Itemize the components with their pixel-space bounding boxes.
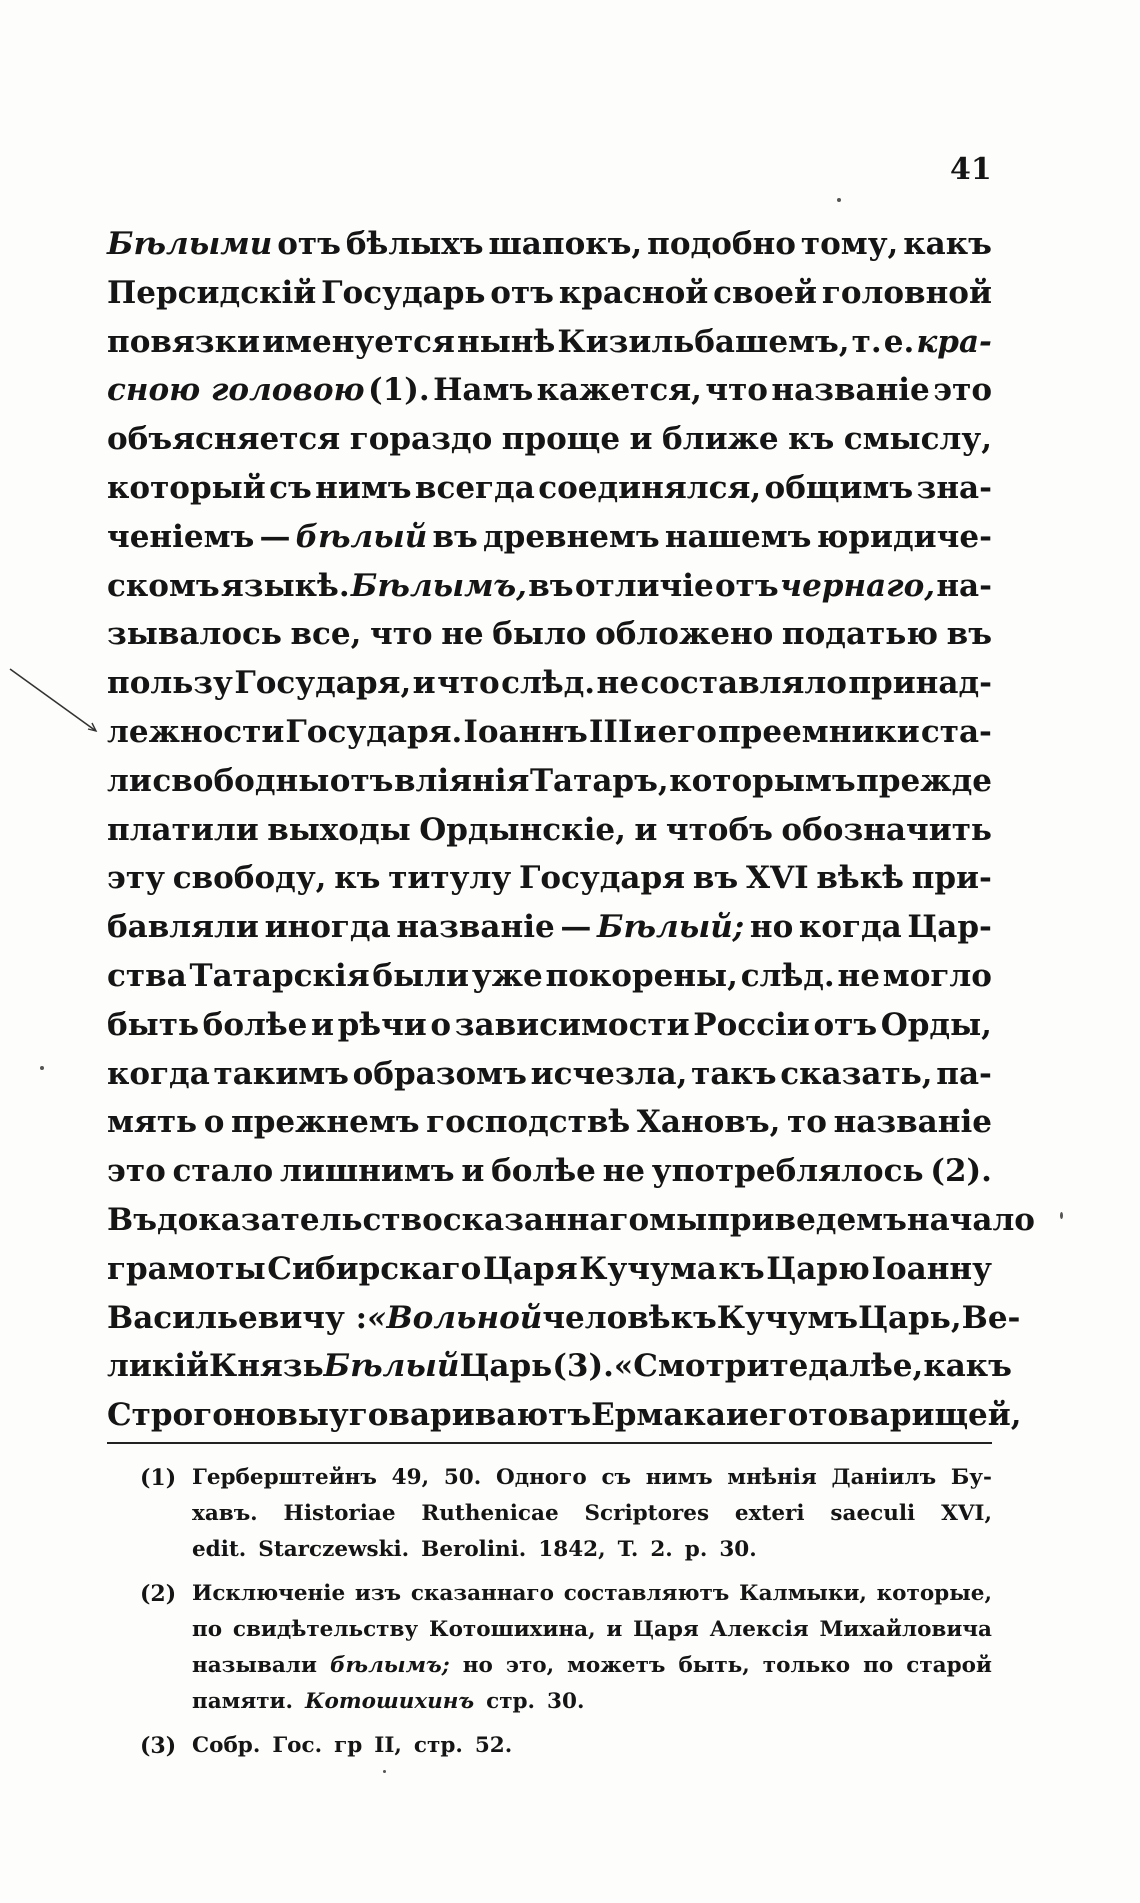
word: юридиче- <box>816 518 992 555</box>
word: Котошихинъ <box>304 1689 475 1714</box>
word: 1842, <box>538 1537 606 1562</box>
word: Цар- <box>907 909 992 946</box>
word: «Вольной <box>367 1299 543 1336</box>
text-line <box>107 1050 992 1099</box>
word: который <box>107 469 266 506</box>
word: зывалось <box>107 616 282 653</box>
word: лишнимъ <box>280 1153 455 1190</box>
word: гораздо <box>349 421 493 458</box>
word: стр. <box>486 1689 536 1714</box>
word: Historiae <box>283 1501 396 1526</box>
word: рѣчи <box>337 1006 427 1043</box>
word: въ <box>432 518 478 555</box>
word: Іоаннъ <box>463 713 588 750</box>
footnote-line <box>192 1612 992 1648</box>
word: Строгоновы <box>107 1397 329 1434</box>
text-line <box>107 806 992 855</box>
word: (2). <box>930 1153 992 1190</box>
word: Хановъ, <box>636 1104 781 1141</box>
word: е. <box>883 323 915 360</box>
word: изъ <box>354 1581 402 1606</box>
word: сказать, <box>780 1055 933 1092</box>
text-line <box>107 513 992 562</box>
word: Въ <box>107 1201 157 1238</box>
footnote-marker: (2) <box>140 1581 177 1607</box>
footnote <box>140 1576 992 1720</box>
word: T. <box>617 1537 639 1562</box>
text-line <box>107 464 992 513</box>
text-line <box>107 1342 1012 1391</box>
word: отъ <box>329 762 394 799</box>
word: могло <box>882 957 992 994</box>
footnote-body <box>192 1460 992 1568</box>
word: при- <box>911 860 992 897</box>
text-line <box>107 220 992 269</box>
paper-speck <box>40 1066 44 1070</box>
word: не <box>602 1153 646 1190</box>
word: Сибирскаго <box>267 1250 482 1287</box>
word: зависимости <box>454 1006 690 1043</box>
word: называли <box>192 1653 317 1678</box>
word: Котошихина, <box>429 1617 596 1642</box>
word: начало <box>906 1201 1035 1238</box>
word: Гос. <box>272 1733 323 1758</box>
word: Ruthenicae <box>421 1501 559 1526</box>
word: именуется <box>262 323 455 360</box>
word: проще <box>501 421 621 458</box>
word: это <box>933 372 992 409</box>
word: какъ <box>923 1348 1012 1385</box>
word: мнѣнія <box>727 1465 817 1490</box>
footnote-line <box>192 1460 992 1496</box>
text-line <box>107 903 992 952</box>
word: отъ <box>490 274 554 311</box>
word: нынѣ <box>457 323 556 360</box>
word: Собр. <box>192 1733 261 1758</box>
word: Кизильбашемъ, <box>557 323 850 360</box>
footnotes <box>140 1460 992 1772</box>
text-line <box>107 1001 992 1050</box>
word: Государя. <box>285 713 463 750</box>
word: (1). <box>368 372 430 409</box>
word: Орды, <box>880 1006 992 1043</box>
word: не <box>596 665 639 702</box>
word: Государя, <box>234 665 412 702</box>
word: съ <box>269 469 312 506</box>
footnote-marker: (3) <box>140 1733 177 1759</box>
word: и <box>633 713 657 750</box>
word: повязки <box>107 323 260 360</box>
word: преемники <box>717 713 920 750</box>
word: о <box>430 1006 452 1043</box>
word: были <box>372 957 470 994</box>
word: уговариваютъ <box>328 1397 592 1434</box>
word: бѣлыхъ <box>345 226 484 262</box>
word: названіе <box>771 372 930 409</box>
word: 50. <box>443 1465 482 1490</box>
word: красной <box>558 274 709 311</box>
word: то <box>787 1104 827 1141</box>
word: выходы <box>267 811 411 848</box>
word: соединялся, <box>538 469 762 506</box>
word: которые, <box>876 1581 992 1606</box>
word: составляютъ <box>563 1581 730 1606</box>
word: бавляли <box>107 909 259 946</box>
word: чернаго, <box>779 567 936 604</box>
word: къ <box>334 860 381 897</box>
word: грамоты <box>107 1250 266 1287</box>
footnote-line <box>192 1532 992 1568</box>
word: Персидскій <box>107 274 317 311</box>
word: было <box>492 616 587 653</box>
paper-speck <box>383 1770 386 1773</box>
word: шапокъ, <box>488 226 643 262</box>
word: Исключеніе <box>192 1581 346 1606</box>
text-line <box>107 269 992 318</box>
paper-speck <box>837 198 841 202</box>
text-line <box>107 1294 1021 1343</box>
word: — <box>259 518 291 555</box>
footnote-line <box>192 1728 992 1764</box>
word: образомъ <box>352 1055 527 1092</box>
word: его <box>748 1397 809 1434</box>
word: болѣе <box>202 1006 308 1043</box>
word: Бу- <box>950 1465 992 1490</box>
word: бѣлымъ; <box>329 1653 450 1678</box>
word: титулу <box>388 860 512 897</box>
word: вѣкѣ <box>816 860 904 897</box>
word: употреблялось <box>651 1153 924 1190</box>
word: Даніилъ <box>831 1465 937 1490</box>
text-line <box>107 708 992 757</box>
word: человѣкъ <box>542 1299 717 1336</box>
word: что <box>370 616 433 653</box>
word: Ермака <box>591 1397 726 1434</box>
word: эту <box>107 860 165 897</box>
word: обозначить <box>781 811 992 848</box>
footnote-rule <box>107 1442 992 1444</box>
word: бѣлый <box>295 518 428 555</box>
word: свободу, <box>172 860 327 897</box>
text-line <box>107 366 992 415</box>
word: такимъ <box>213 1055 349 1092</box>
word: па- <box>936 1055 992 1092</box>
word: уже <box>471 957 543 994</box>
word: что <box>437 665 500 702</box>
word: съ <box>601 1465 632 1490</box>
word: Іоанну <box>871 1250 992 1287</box>
word: иногда <box>264 909 391 946</box>
footnote-line <box>192 1576 992 1612</box>
word: Кучумъ <box>716 1299 859 1336</box>
word: исчезла, <box>530 1055 688 1092</box>
word: доказательство <box>156 1201 443 1238</box>
text-line <box>107 757 992 806</box>
word: объясняется <box>107 421 341 458</box>
word: Бѣлый <box>323 1348 460 1385</box>
word: II, <box>374 1733 402 1758</box>
footnote-line <box>192 1648 992 1684</box>
word: Васильевичу : <box>107 1299 368 1336</box>
word: стало <box>172 1153 274 1190</box>
word: на- <box>936 567 992 604</box>
word: платили <box>107 811 259 848</box>
word: ченіемъ <box>107 518 255 555</box>
word: ли <box>107 762 152 799</box>
word: вліянія <box>394 762 530 799</box>
text-line <box>107 1391 1022 1440</box>
text-line <box>107 610 992 659</box>
word: это, <box>505 1653 555 1678</box>
word: слѣд. <box>740 957 835 994</box>
paper-speck <box>1060 1212 1063 1219</box>
word: Berolini. <box>421 1537 527 1562</box>
word: составляло <box>640 665 847 702</box>
word: Государя <box>518 860 686 897</box>
word: къ <box>788 421 835 458</box>
word: нимъ <box>645 1465 713 1490</box>
word: но <box>462 1653 493 1678</box>
word: своей <box>713 274 817 311</box>
word: всегда <box>414 469 535 506</box>
word: ликій <box>107 1348 210 1385</box>
footnote <box>140 1728 992 1764</box>
page-number: 41 <box>950 152 992 187</box>
word: и <box>629 421 653 458</box>
word: быть <box>107 1006 200 1043</box>
word: податью <box>781 616 939 653</box>
word: прежде <box>856 762 992 799</box>
word: (3). <box>552 1348 614 1385</box>
word: зна- <box>916 469 992 506</box>
word: все, <box>290 616 362 653</box>
word: «Смотрите <box>613 1348 809 1385</box>
word: Кучума <box>579 1250 717 1287</box>
word: быть, <box>678 1653 750 1678</box>
word: не <box>441 616 484 653</box>
word: p. <box>684 1537 708 1562</box>
word: головной <box>821 274 992 311</box>
word: такъ <box>691 1055 777 1092</box>
word: лежности <box>107 713 285 750</box>
text-line <box>107 1196 1035 1245</box>
word: и <box>311 1006 334 1043</box>
word: ства <box>107 957 187 994</box>
word: кра- <box>916 323 992 360</box>
word: свидѣтельству <box>232 1617 419 1642</box>
text-line <box>107 854 992 903</box>
word: когда <box>798 909 902 946</box>
text-line <box>107 1245 992 1294</box>
word: нашемъ <box>664 518 812 555</box>
word: слѣд. <box>501 665 596 702</box>
word: Бѣлый; <box>596 909 745 946</box>
text-line <box>107 1098 992 1147</box>
word: къ <box>718 1250 765 1287</box>
word: 49, <box>391 1465 430 1490</box>
word: что <box>705 372 768 409</box>
word: и <box>725 1397 749 1434</box>
word: которымъ <box>669 762 856 799</box>
footnote-line <box>192 1496 992 1532</box>
word: 2. <box>650 1537 673 1562</box>
word: Бѣлыми <box>107 226 273 262</box>
word: Намъ <box>433 372 534 409</box>
footnote-body <box>192 1576 992 1720</box>
word: прежнемъ <box>231 1104 420 1141</box>
word: сказаннаго <box>442 1201 650 1238</box>
word: скомъ <box>107 567 220 604</box>
word: гр <box>334 1733 363 1758</box>
word: Бѣлымъ, <box>350 567 527 604</box>
word: названіе <box>396 909 555 946</box>
word: нимъ <box>315 469 412 506</box>
word: какъ <box>903 226 992 262</box>
margin-pencil-mark <box>8 667 108 737</box>
word: приведемъ <box>707 1201 907 1238</box>
word: въ <box>692 860 739 897</box>
word: Ордынскіе, <box>419 811 626 848</box>
footnote <box>140 1460 992 1568</box>
word: это <box>107 1153 166 1190</box>
word: о <box>203 1104 225 1141</box>
word: древнемъ <box>482 518 660 555</box>
word: ближе <box>662 421 779 458</box>
word: подобно <box>647 226 796 262</box>
text-line <box>107 1147 992 1196</box>
word: Царь, <box>858 1299 962 1336</box>
word: по <box>192 1617 223 1642</box>
word: мы <box>649 1201 708 1238</box>
word: Starczewski. <box>258 1537 410 1562</box>
word: покорены, <box>545 957 738 994</box>
word: только <box>762 1653 851 1678</box>
text-line <box>107 562 992 611</box>
footnote-line <box>192 1684 992 1720</box>
word: старой <box>906 1653 992 1678</box>
word: отъ <box>813 1006 878 1043</box>
word: edit. <box>192 1537 247 1562</box>
word: Алексія <box>709 1617 809 1642</box>
word: тому, <box>800 226 899 262</box>
word: общимъ <box>764 469 914 506</box>
word: его <box>657 713 717 750</box>
word: Царь <box>459 1348 553 1385</box>
word: Герберштейнъ <box>192 1465 377 1490</box>
word: принад- <box>848 665 992 702</box>
word: чтобъ <box>665 811 773 848</box>
word: хавъ. <box>192 1501 258 1526</box>
footnote-marker: (1) <box>140 1465 177 1491</box>
word: памяти. <box>192 1689 293 1714</box>
word: exteri <box>734 1501 805 1526</box>
word: смыслу, <box>843 421 992 458</box>
word: — <box>560 909 592 946</box>
word: кажется, <box>536 372 702 409</box>
word: но <box>749 909 794 946</box>
word: можетъ <box>567 1653 666 1678</box>
word: Одного <box>496 1465 587 1490</box>
word: болѣе <box>491 1153 596 1190</box>
word: 30. <box>719 1537 757 1562</box>
word: товарищей, <box>808 1397 1022 1434</box>
word: отличіе <box>574 567 714 604</box>
word: пользу <box>107 665 233 702</box>
word: и <box>412 665 436 702</box>
word: 52. <box>474 1733 513 1758</box>
word: отъ <box>277 226 341 262</box>
word: saeculi <box>830 1501 916 1526</box>
text-line <box>107 952 992 1001</box>
word: мять <box>107 1104 198 1141</box>
word: III <box>588 713 633 750</box>
word: Татарскія <box>189 957 370 994</box>
word: Царю <box>766 1250 870 1287</box>
word: Scriptores <box>584 1501 710 1526</box>
word: и <box>461 1153 485 1190</box>
word: Ве- <box>961 1299 1021 1336</box>
word: Россіи <box>693 1006 810 1043</box>
word: не <box>837 957 880 994</box>
word: стр. <box>413 1733 463 1758</box>
word: свободны <box>152 762 330 799</box>
word: господствѣ <box>426 1104 631 1141</box>
word: сказаннаго <box>410 1581 554 1606</box>
word: когда <box>107 1055 210 1092</box>
word: далѣе, <box>808 1348 924 1385</box>
word: Царя <box>482 1250 578 1287</box>
word: сною головою <box>107 372 365 409</box>
word: Государь <box>321 274 486 311</box>
word: Царя <box>633 1617 699 1642</box>
word: языкѣ. <box>220 567 350 604</box>
word: обложено <box>595 616 774 653</box>
word: ста- <box>920 713 992 750</box>
word: Татаръ, <box>529 762 669 799</box>
word: Калмыки, <box>739 1581 867 1606</box>
footnote-body <box>192 1728 992 1764</box>
word: Князь <box>209 1348 324 1385</box>
text-line <box>107 415 992 464</box>
text-line <box>107 318 992 367</box>
word: и <box>634 811 658 848</box>
word: и <box>606 1617 623 1642</box>
word: XVI <box>745 860 809 897</box>
word: по <box>863 1653 894 1678</box>
word: 30. <box>547 1689 585 1714</box>
word: отъ <box>715 567 779 604</box>
word: XVI, <box>941 1501 992 1526</box>
word: т. <box>851 323 882 360</box>
main-text <box>107 220 1035 1440</box>
word: названіе <box>833 1104 992 1141</box>
word: въ <box>946 616 992 653</box>
word: въ <box>528 567 574 604</box>
text-line <box>107 659 992 708</box>
word: Михайловича <box>819 1617 992 1642</box>
